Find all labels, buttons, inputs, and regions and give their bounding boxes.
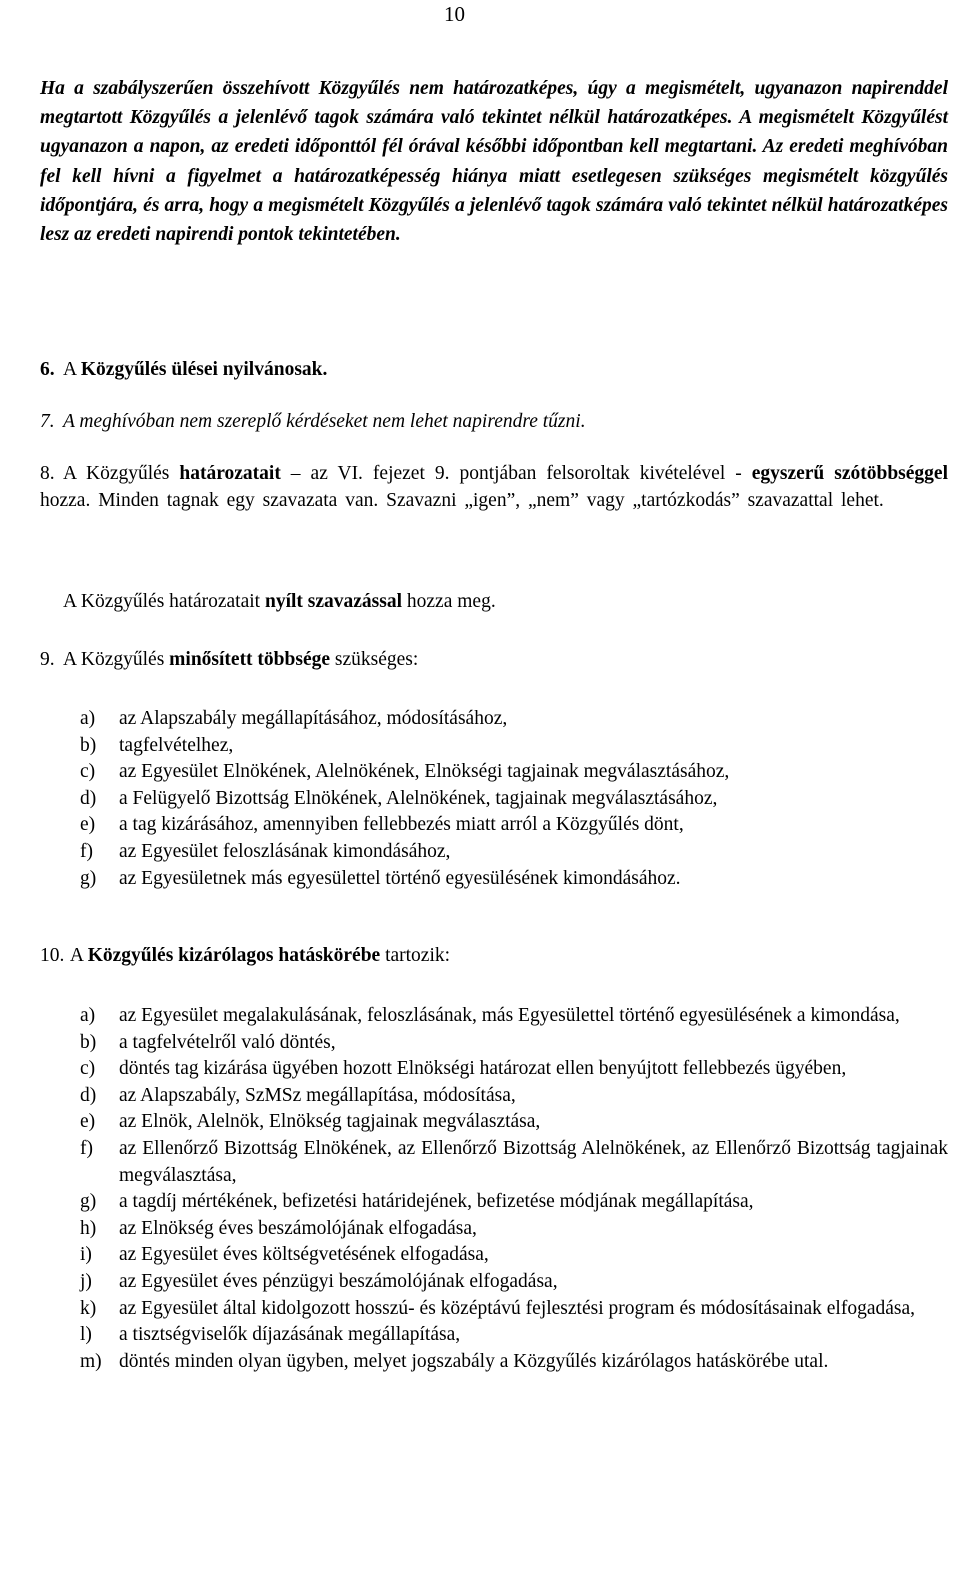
list-item-text: a tisztségviselők díjazásának megállapítása, [119, 1324, 461, 1346]
list-item-text: az Egyesület feloszlásának kimondásához, [119, 840, 451, 862]
item-text: A meghívóban nem szereplő kérdéseket nem lehet napirendre tűzni. [63, 411, 586, 432]
list-item-letter: e) [80, 814, 96, 836]
list-item-text: az Elnökség éves beszámolójának elfogadása, [119, 1217, 477, 1239]
list-item [80, 812, 948, 839]
item-text-2: szükséges: [330, 649, 419, 670]
list-item-letter: g) [80, 867, 97, 889]
list-item-text: az Egyesület éves pénzügyi beszámolójának elfogadása, [119, 1270, 558, 1292]
list-item-letter: j) [80, 1270, 92, 1292]
list-item-text: az Alapszabály, SzMSz megállapítása, módosítása, [119, 1084, 516, 1106]
section-9-list [80, 706, 948, 892]
item-text-bold-3: nyílt szavazással [264, 591, 403, 612]
list-item [80, 1030, 948, 1057]
item-text-1: A Közgyűlés [63, 649, 170, 670]
list-item-text: döntés minden olyan ügyben, melyet jogszabály a Közgyűlés kizárólagos hatáskörébe utal. [119, 1350, 829, 1372]
list-item-letter: d) [80, 787, 97, 809]
section-item-9 [40, 646, 948, 673]
page-number: 10 [444, 2, 465, 26]
list-item-letter: f) [80, 1137, 93, 1159]
list-item [80, 1056, 948, 1083]
item-text-3: hozza. Minden tagnak egy szavazata van. Szavazni „igen”, „nem” vagy „tartózkodás” szavazattal lehet. [40, 490, 884, 511]
item-number: 8. [40, 463, 55, 484]
list-item-letter: l) [80, 1324, 92, 1346]
list-item [80, 1003, 948, 1030]
list-item [80, 786, 948, 813]
item-number: 7. [40, 411, 55, 432]
item-text-1: A Közgyűlés [63, 463, 180, 484]
list-item-letter: c) [80, 761, 96, 783]
list-item [80, 759, 948, 786]
list-item-text: tagfelvételhez, [119, 734, 234, 756]
list-item-letter: g) [80, 1191, 97, 1213]
list-item-text: a Felügyelő Bizottság Elnökének, Alelnökének, tagjainak megválasztásához, [119, 787, 718, 809]
list-item-letter: b) [80, 1031, 97, 1053]
item-number: 10. [40, 945, 65, 966]
item-text-2: tartozik: [380, 945, 451, 966]
list-item [80, 706, 948, 733]
list-item-letter: a) [80, 1005, 96, 1026]
list-item-text: az Elnök, Alelnök, Elnökség tagjainak megválasztása, [119, 1111, 541, 1133]
item-text-2: – az VI. fejezet 9. pontjában felsoroltak kivételével - [280, 463, 752, 484]
list-item [80, 1322, 948, 1349]
list-item-text: az Egyesület éves költségvetésének elfogadása, [119, 1244, 489, 1266]
section-item-7 [40, 408, 948, 435]
list-item-text: az Egyesület megalakulásának, feloszlásának, más Egyesülettel történő egyesülésének a kimondása, [119, 1005, 900, 1026]
list-item-text: a tagfelvételről való döntés, [119, 1031, 336, 1053]
section-item-10 [40, 942, 948, 969]
item-text-bold: Közgyűlés kizárólagos hatáskörébe [87, 945, 381, 966]
list-item [80, 733, 948, 760]
section-item-6 [40, 356, 948, 383]
list-item-text: a tag kizárásához, amennyiben fellebbezés miatt arról a Közgyűlés dönt, [119, 814, 684, 836]
list-item-letter: e) [80, 1111, 96, 1133]
list-item-letter: i) [80, 1244, 92, 1266]
section-item-8 [40, 460, 948, 514]
section-10-list [80, 1003, 948, 1375]
list-item [80, 1189, 948, 1216]
item-text-1: A [69, 945, 88, 966]
list-item-letter: h) [80, 1217, 97, 1239]
list-item [80, 1083, 948, 1110]
list-item-letter: m) [80, 1350, 102, 1372]
item-text-4: A Közgyűlés határozatait [63, 591, 265, 612]
list-item [80, 1216, 948, 1243]
list-item-letter: a) [80, 708, 96, 729]
list-item-text: az Egyesület által kidolgozott hosszú- és középtávú fejlesztési program és módosításainak elfogadása, [119, 1297, 915, 1319]
list-item [80, 866, 948, 893]
list-item [80, 1109, 948, 1136]
item-text-bold: Közgyűlés ülései nyilvánosak. [80, 359, 328, 380]
intro-paragraph: Ha a szabályszerűen összehívott Közgyűlés nem határozatképes, úgy a megismételt, ugyanazon napirenddel megtartott Közgyűlés a jelenlévő tagok számára való tekintet nélkül határozatképes. A megismételt Közgyűlést ugyanazon a napon, az eredeti időponttól fél órával későbbi időpontban kell megtartani. Az eredeti meghívóban fel kell hívni a figyelmet a határozatképesség hiánya miatt esetlegesen szükséges megismételt közgyűlés időpontjára, és arra, hogy a megismételt Közgyűlés a jelenlévő tagok számára való tekintet nélkül határozatképes lesz az eredeti napirendi pontok tekintetében. [40, 78, 948, 246]
list-item-text: az Alapszabály megállapításához, módosításához, [119, 708, 508, 729]
list-item-letter: f) [80, 840, 93, 862]
item-number: 9. [40, 649, 55, 670]
list-item [80, 1136, 948, 1189]
item-text-bold: minősített többsége [169, 649, 331, 670]
section-item-8-continuation [40, 588, 948, 615]
list-item-letter: d) [80, 1084, 97, 1106]
list-item-text: döntés tag kizárása ügyében hozott Elnökségi határozat ellen benyújtott fellebbezés ügyében, [119, 1058, 847, 1080]
list-item [80, 1242, 948, 1269]
item-number: 6. [40, 359, 55, 380]
list-item-letter: k) [80, 1297, 97, 1319]
item-text-bold-2: egyszerű szótöbbséggel [751, 463, 948, 484]
list-item-text: a tagdíj mértékének, befizetési határidejének, befizetése módjának megállapítása, [119, 1191, 754, 1213]
list-item-letter: b) [80, 734, 97, 756]
list-item-text: az Egyesületnek más egyesülettel történő egyesülésének kimondásához. [119, 867, 681, 889]
item-text-bold-1: határozatait [179, 463, 281, 484]
list-item [80, 1296, 948, 1323]
item-text-prefix: A [63, 359, 81, 380]
item-text-5: hozza meg. [402, 591, 496, 612]
list-item [80, 1349, 948, 1376]
list-item-text: az Ellenőrző Bizottság Elnökének, az Ellenőrző Bizottság Alelnökének, az Ellenőrző Bizottság tagjainak megválasztása, [119, 1137, 948, 1186]
list-item [80, 1269, 948, 1296]
list-item-text: az Egyesület Elnökének, Alelnökének, Elnökségi tagjainak megválasztásához, [119, 761, 730, 783]
list-item-letter: c) [80, 1058, 96, 1080]
list-item [80, 839, 948, 866]
